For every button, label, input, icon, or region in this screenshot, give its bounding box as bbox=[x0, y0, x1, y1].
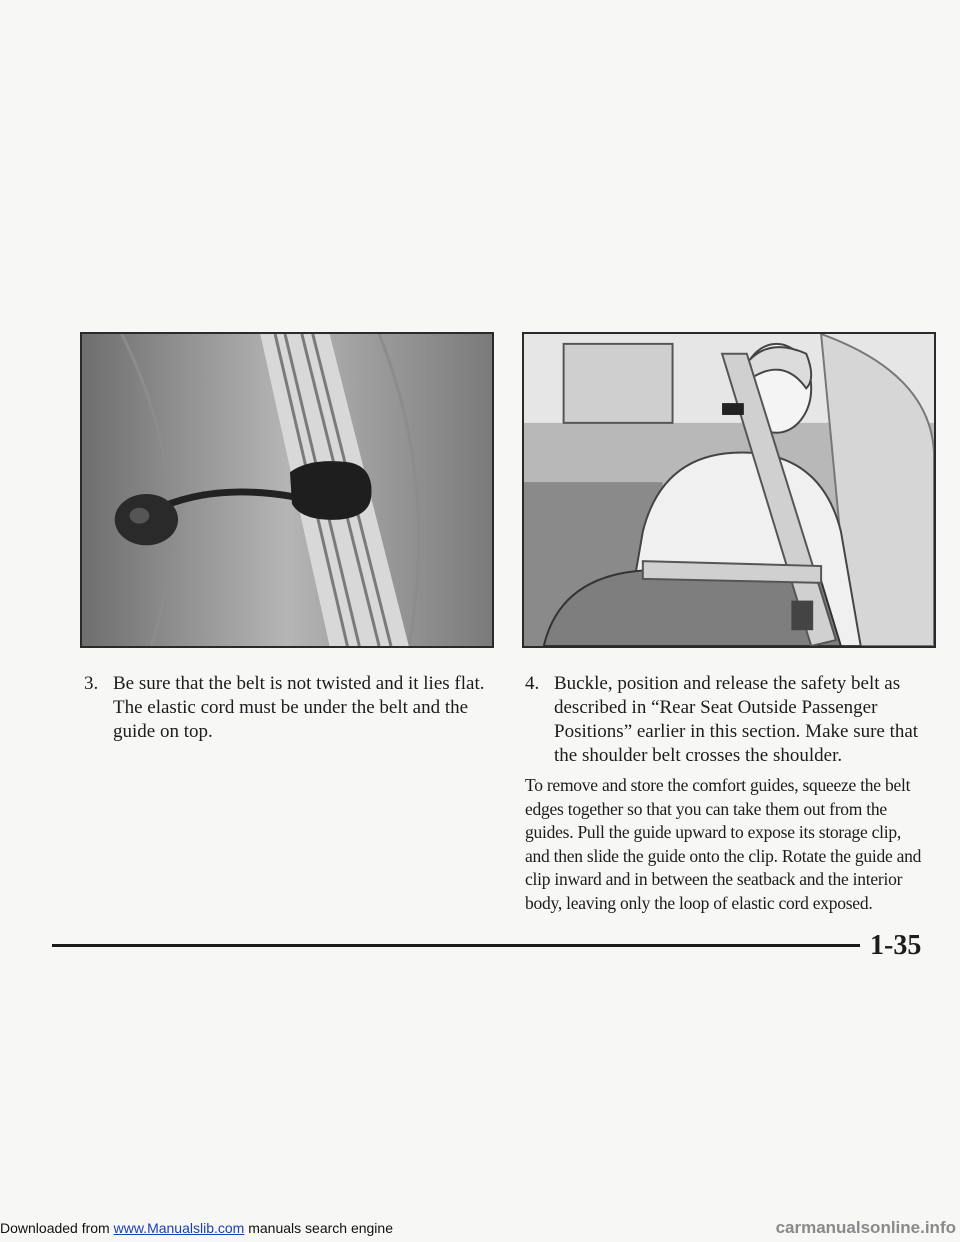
footer-prefix: Downloaded from bbox=[0, 1220, 114, 1236]
step-4-text: Buckle, position and release the safety belt as described in “Rear Seat Outside Passenger Positions” earlier in this section. Make sure that the shoulder belt crosses the shoulder. bbox=[554, 673, 919, 766]
page-number: 1-35 bbox=[870, 930, 922, 961]
step-4-number: 4. bbox=[525, 673, 540, 694]
manualslib-link[interactable]: www.Manualslib.com bbox=[113, 1220, 245, 1236]
child-belt-illustration bbox=[524, 334, 934, 646]
step-4 bbox=[525, 672, 930, 768]
comfort-guide-illustration bbox=[82, 334, 492, 646]
footer-suffix: manuals search engine bbox=[244, 1220, 393, 1236]
download-footer bbox=[0, 1220, 393, 1236]
step-3-text: Be sure that the belt is not twisted and it lies flat. The elastic cord must be under the belt and the guide on top. bbox=[113, 673, 485, 742]
step-3-number: 3. bbox=[84, 673, 99, 694]
child-belt-figure bbox=[522, 332, 936, 648]
comfort-guide-figure bbox=[80, 332, 494, 648]
step-3 bbox=[84, 672, 496, 744]
page-rule bbox=[52, 944, 860, 947]
watermark: carmanualsonline.info bbox=[775, 1218, 956, 1237]
storage-instructions: To remove and store the comfort guides, squeeze the belt edges together so that you can take them out from the guides. Pull the guide upward to expose its storage clip, and then slide the guide onto the clip. Rotate the guide and clip inward and in between the seatback and the interior body, leaving only the loop of elastic cord exposed. bbox=[525, 775, 922, 913]
